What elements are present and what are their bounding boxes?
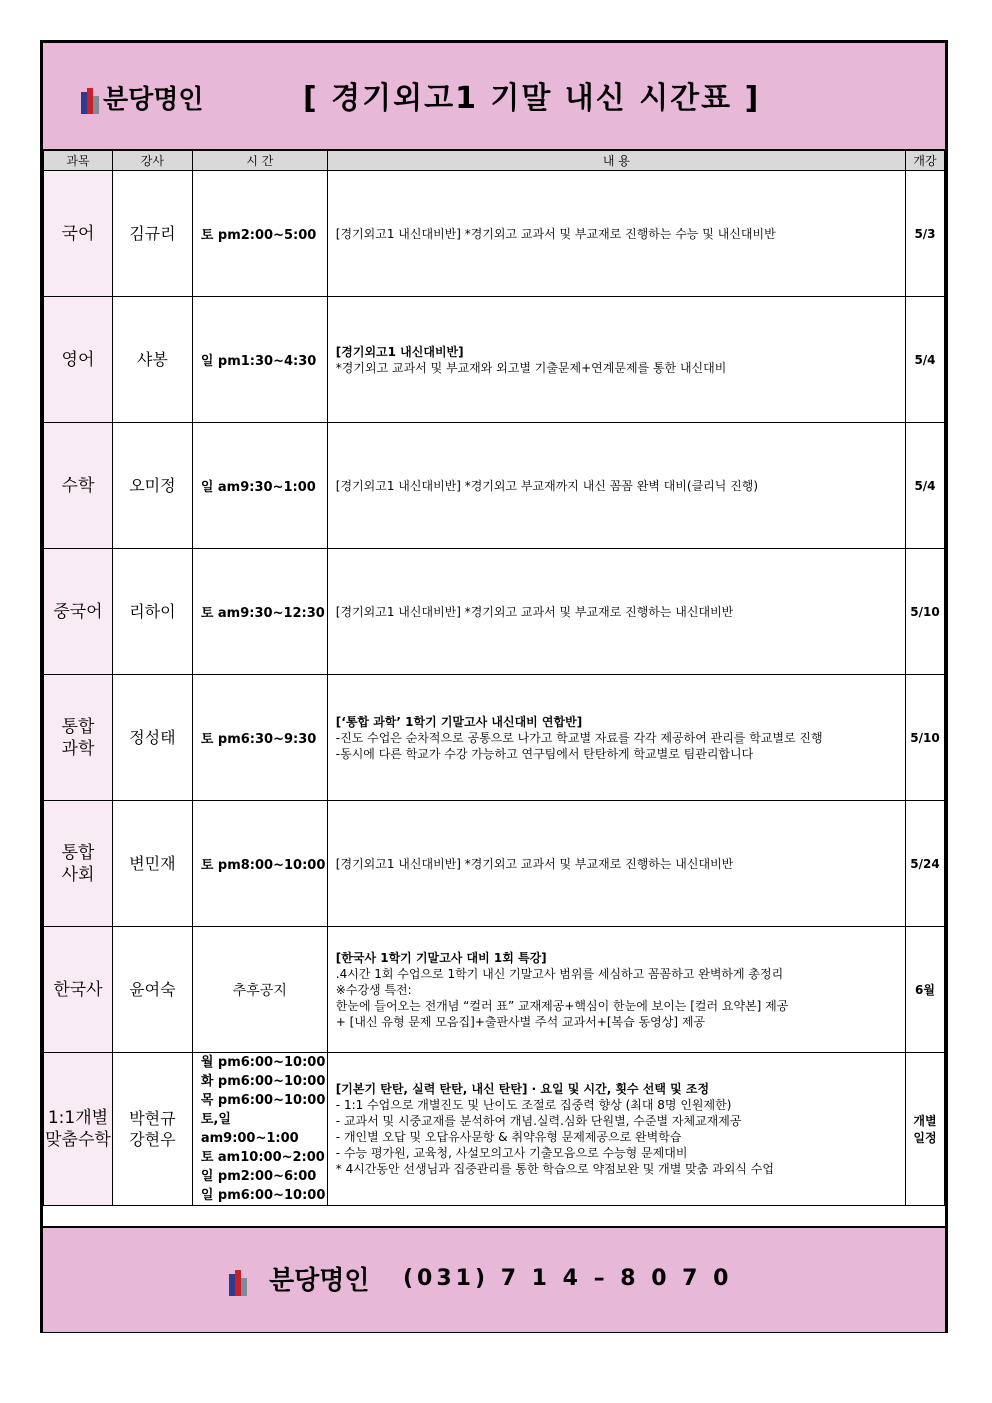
- content-line: + [내신 유형 문제 모음집]+출판사별 주석 교과서+[복습 동영상] 제공: [335, 1014, 706, 1029]
- content-line: ※수강생 특전:: [335, 982, 412, 997]
- teacher-cell-line: 정성태: [129, 728, 176, 747]
- time-cell: [192, 171, 327, 297]
- content-line: - 1:1 수업으로 개별진도 및 난이도 조절로 집중력 향상 (최대 8명 인원제한): [335, 1098, 732, 1112]
- time-cell-line: 추후공지: [232, 982, 287, 999]
- subject-cell-line: 통합: [61, 716, 95, 737]
- time-cell-line: 토 pm6:30~9:30: [200, 732, 317, 747]
- content-cell: [327, 171, 905, 297]
- content-line: [한국사 1학기 기말고사 대비 1회 특강]: [335, 950, 547, 965]
- subject-cell: [44, 297, 113, 423]
- content-line: *경기외고 교과서 및 부교재와 외고별 기출문제+연계문제를 통한 내신대비: [335, 360, 727, 375]
- teacher-cell: [112, 1053, 192, 1206]
- academy-logo-icon: [81, 88, 99, 114]
- subject-cell-line: 과학: [61, 738, 95, 759]
- content-line: - 개인별 오답 및 오답유사문항 & 취약유형 문제제공으로 완벽학습: [335, 1130, 682, 1144]
- start-date-cell: [905, 171, 944, 297]
- content-line: 한눈에 들어오는 전개념 “컬러 표” 교재제공+핵심이 한눈에 보이는 [컬러 요약본] 제공: [335, 998, 789, 1013]
- subject-cell-line: 수학: [61, 475, 95, 496]
- time-cell: [192, 1053, 327, 1206]
- content-line: [경기외고1 내신대비반] *경기외고 교과서 및 부교재로 진행하는 수능 및 내신대비반: [335, 226, 776, 241]
- content-cell: [327, 297, 905, 423]
- subject-cell: [44, 423, 113, 549]
- teacher-cell-line: 윤여숙: [129, 980, 176, 999]
- time-cell-line: 일 pm1:30~4:30: [200, 354, 317, 369]
- start-date-cell: [905, 1053, 944, 1206]
- start-date-cell-line: 5/10: [910, 730, 940, 745]
- column-header: 강사: [112, 151, 192, 171]
- table-row: [44, 1053, 945, 1206]
- time-cell: [192, 801, 327, 927]
- teacher-cell-line: 박현규: [129, 1109, 176, 1128]
- start-date-cell: [905, 423, 944, 549]
- table-row: [44, 171, 945, 297]
- subject-cell: [44, 1053, 113, 1206]
- subject-cell-line: 중국어: [53, 601, 103, 622]
- start-date-cell: [905, 801, 944, 927]
- content-line: .4시간 1회 수업으로 1학기 내신 기말고사 범위를 세심하고 꼼꼼하고 완벽하게 총정리: [335, 966, 784, 981]
- time-cell: [192, 927, 327, 1053]
- time-cell: [192, 549, 327, 675]
- start-date-cell: [905, 675, 944, 801]
- time-cell: [192, 675, 327, 801]
- content-cell: [327, 1053, 905, 1206]
- subject-cell-line: 영어: [61, 349, 95, 370]
- column-header: 시 간: [192, 151, 327, 171]
- content-line: [경기외고1 내신대비반]: [335, 344, 464, 359]
- content-line: [경기외고1 내신대비반] *경기외고 교과서 및 부교재로 진행하는 내신대비반: [335, 856, 734, 871]
- header-brand: 분당명인: [103, 85, 204, 115]
- content-line: [기본기 탄탄, 실력 탄탄, 내신 탄탄] · 요일 및 시간, 횟수 선택 및 조정: [335, 1082, 710, 1096]
- start-date-cell-line: 5/4: [914, 478, 936, 493]
- content-line: - 수능 평가원, 교육청, 사설모의고사 기출모음으로 수능형 문제대비: [335, 1146, 688, 1160]
- teacher-cell-line: 변민재: [129, 854, 176, 873]
- start-date-cell-line: 6월: [915, 983, 935, 997]
- time-cell: [192, 423, 327, 549]
- page-title: [ 경기외고1 기말 내신 시간표 ]: [303, 81, 761, 116]
- subject-cell: [44, 675, 113, 801]
- time-cell: [192, 297, 327, 423]
- time-cell-line: 토 pm2:00~5:00: [200, 228, 317, 243]
- content-line: -동시에 다른 학교가 수강 가능하고 연구팀에서 탄탄하게 학교별로 팀관리합니다: [335, 746, 754, 761]
- column-header-row: [44, 151, 945, 171]
- timetable: [43, 150, 945, 1206]
- time-cell-line: 목 pm6:00~10:00: [200, 1093, 326, 1108]
- footer-brand: 분당명인: [269, 1266, 370, 1296]
- start-date-cell-line: 5/3: [914, 226, 936, 241]
- time-cell-line: 일 pm2:00~6:00: [200, 1169, 317, 1184]
- academy-logo-icon: [229, 1270, 247, 1296]
- start-date-cell: [905, 549, 944, 675]
- start-date-cell-line: 개별: [913, 1114, 937, 1128]
- subject-cell: [44, 171, 113, 297]
- content-cell: [327, 675, 905, 801]
- teacher-cell: [112, 675, 192, 801]
- phone-number: (031) 7 1 4 – 8 0 7 0: [403, 1266, 733, 1291]
- start-date-cell-line: 일정: [913, 1131, 937, 1145]
- column-header: 과목: [44, 151, 113, 171]
- time-cell-line: 토 am10:00~2:00: [200, 1150, 325, 1165]
- subject-cell-line: 통합: [61, 842, 95, 863]
- content-line: [경기외고1 내신대비반] *경기외고 부교재까지 내신 꼼꼼 완벽 대비(클리닉 진행): [335, 478, 759, 493]
- subject-cell-line: 사회: [61, 864, 95, 885]
- start-date-cell: [905, 297, 944, 423]
- subject-cell-line: 1:1개별: [47, 1108, 109, 1128]
- start-date-cell-line: 5/4: [914, 352, 936, 367]
- start-date-cell-line: 5/24: [910, 856, 940, 871]
- teacher-cell: [112, 927, 192, 1053]
- table-row: [44, 549, 945, 675]
- teacher-cell-line: 강현우: [129, 1130, 176, 1149]
- table-row: [44, 801, 945, 927]
- teacher-cell-line: 샤봉: [136, 350, 168, 369]
- column-header: 내 용: [327, 151, 905, 171]
- table-row: [44, 297, 945, 423]
- header-banner: [43, 43, 945, 151]
- subject-cell: [44, 927, 113, 1053]
- content-cell: [327, 423, 905, 549]
- teacher-cell-line: 리하이: [129, 602, 176, 621]
- subject-cell-line: 한국사: [53, 979, 103, 1000]
- subject-cell: [44, 549, 113, 675]
- content-line: - 교과서 및 시중교재를 분석하여 개념.실력.심화 단원별, 수준별 자체교재제공: [335, 1114, 742, 1128]
- time-cell-line: 화 pm6:00~10:00: [200, 1074, 326, 1089]
- subject-cell-line: 국어: [61, 223, 95, 244]
- content-cell: [327, 927, 905, 1053]
- teacher-cell-line: 오미정: [129, 476, 176, 495]
- start-date-cell: [905, 927, 944, 1053]
- start-date-cell-line: 5/10: [910, 604, 940, 619]
- timetable-sheet: [40, 40, 948, 1333]
- table-row: [44, 927, 945, 1053]
- time-cell-line: 일 pm6:00~10:00: [200, 1188, 326, 1203]
- teacher-cell-line: 김규리: [129, 224, 176, 243]
- time-cell-line: 일 am9:30~1:00: [200, 480, 316, 495]
- content-cell: [327, 801, 905, 927]
- teacher-cell: [112, 801, 192, 927]
- subject-cell-line: 맞춤수학: [45, 1130, 111, 1150]
- content-line: [경기외고1 내신대비반] *경기외고 교과서 및 부교재로 진행하는 내신대비반: [335, 604, 734, 619]
- footer-banner: [43, 1226, 945, 1332]
- content-line: * 4시간동안 선생님과 집중관리를 통한 학습으로 약점보완 및 개별 맞춤 과외식 수업: [335, 1162, 774, 1176]
- table-row: [44, 423, 945, 549]
- time-cell-line: 월 pm6:00~10:00: [200, 1055, 326, 1070]
- subject-cell: [44, 801, 113, 927]
- teacher-cell: [112, 171, 192, 297]
- teacher-cell: [112, 297, 192, 423]
- time-cell-line: 토 pm8:00~10:00: [200, 858, 326, 873]
- content-line: [‘통합 과학’ 1학기 기말고사 내신대비 연합반]: [335, 714, 583, 729]
- content-cell: [327, 549, 905, 675]
- table-row: [44, 675, 945, 801]
- time-cell-line: 토,일 am9:00~1:00: [200, 1112, 299, 1146]
- time-cell-line: 토 am9:30~12:30: [200, 606, 325, 621]
- teacher-cell: [112, 423, 192, 549]
- teacher-cell: [112, 549, 192, 675]
- column-header: 개강: [905, 151, 944, 171]
- content-line: -진도 수업은 순차적으로 공통으로 나가고 학교별 자료를 각각 제공하여 관리를 학교별로 진행: [335, 730, 823, 745]
